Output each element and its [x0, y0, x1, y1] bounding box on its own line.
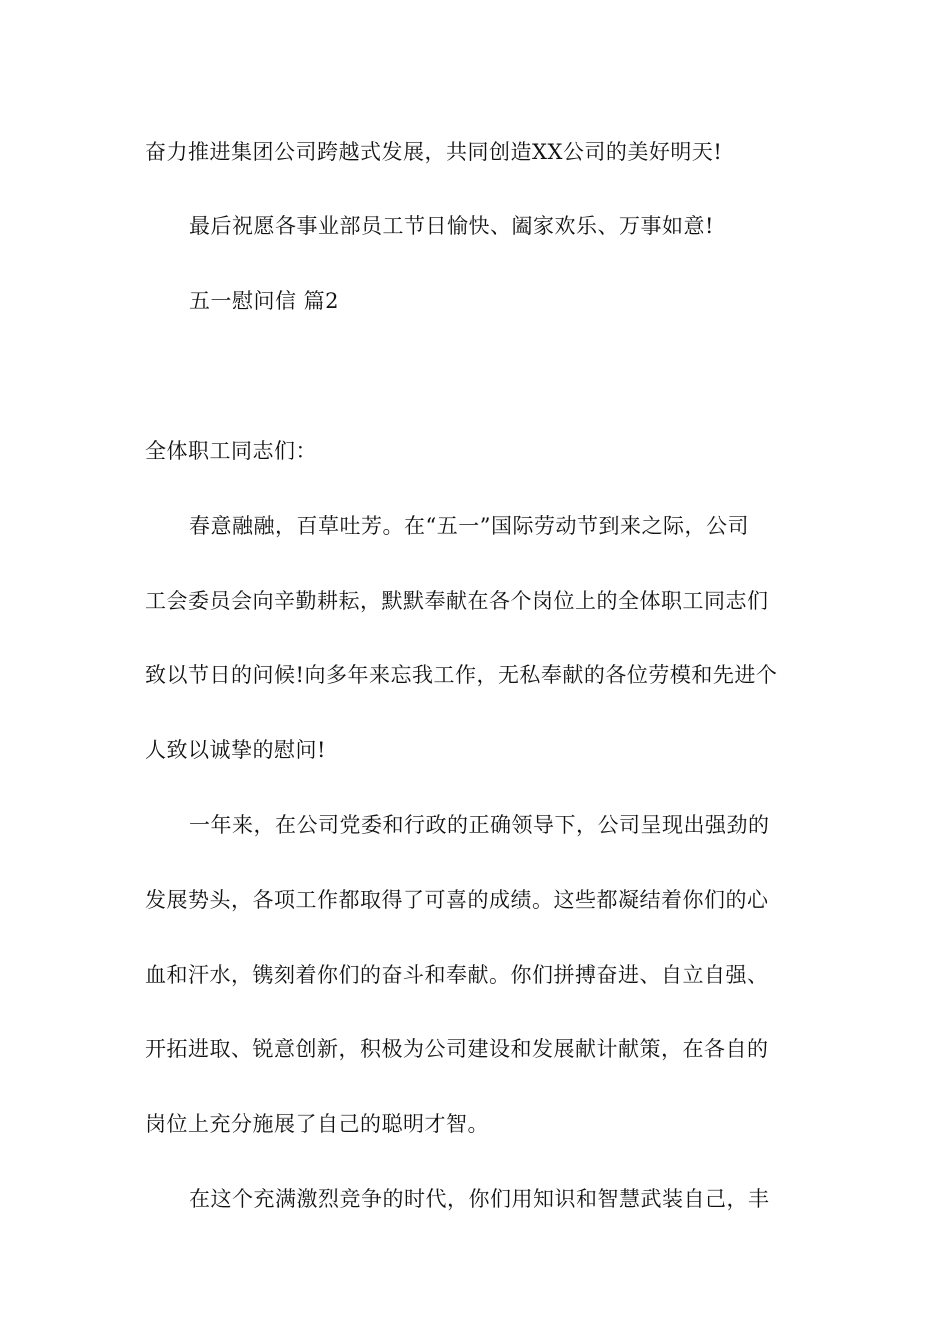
paragraph-line: 人致以诚挚的慰问! — [145, 738, 326, 762]
paragraph-line: 奋力推进集团公司跨越式发展，共同创造XX公司的美好明天! — [145, 140, 723, 164]
paragraph-line: 在这个充满激烈竞争的时代，你们用知识和智慧武装自己，丰 — [189, 1187, 770, 1211]
paragraph-line: 开拓进取、锐意创新，积极为公司建设和发展献计献策，在各自的 — [145, 1037, 769, 1061]
paragraph-line: 春意融融，百草吐芳。在“五一”国际劳动节到来之际，公司 — [189, 514, 749, 538]
closing-wishes: 最后祝愿各事业部员工节日愉快、阖家欢乐、万事如意! — [189, 214, 714, 238]
paragraph-line: 致以节日的问候!向多年来忘我工作，无私奉献的各位劳模和先进个 — [145, 663, 778, 687]
paragraph-line: 发展势头，各项工作都取得了可喜的成绩。这些都凝结着你们的心 — [145, 888, 769, 912]
paragraph-line: 工会委员会向辛勤耕耘，默默奉献在各个岗位上的全体职工同志们 — [145, 589, 769, 613]
salutation: 全体职工同志们： — [145, 439, 317, 463]
paragraph-line: 血和汗水，镌刻着你们的奋斗和奉献。你们拼搏奋进、自立自强、 — [145, 963, 769, 987]
paragraph-line: 一年来，在公司党委和行政的正确领导下，公司呈现出强劲的 — [189, 813, 770, 837]
section-heading: 五一慰问信 篇2 — [189, 289, 340, 313]
paragraph-line: 岗位上充分施展了自己的聪明才智。 — [145, 1112, 489, 1136]
